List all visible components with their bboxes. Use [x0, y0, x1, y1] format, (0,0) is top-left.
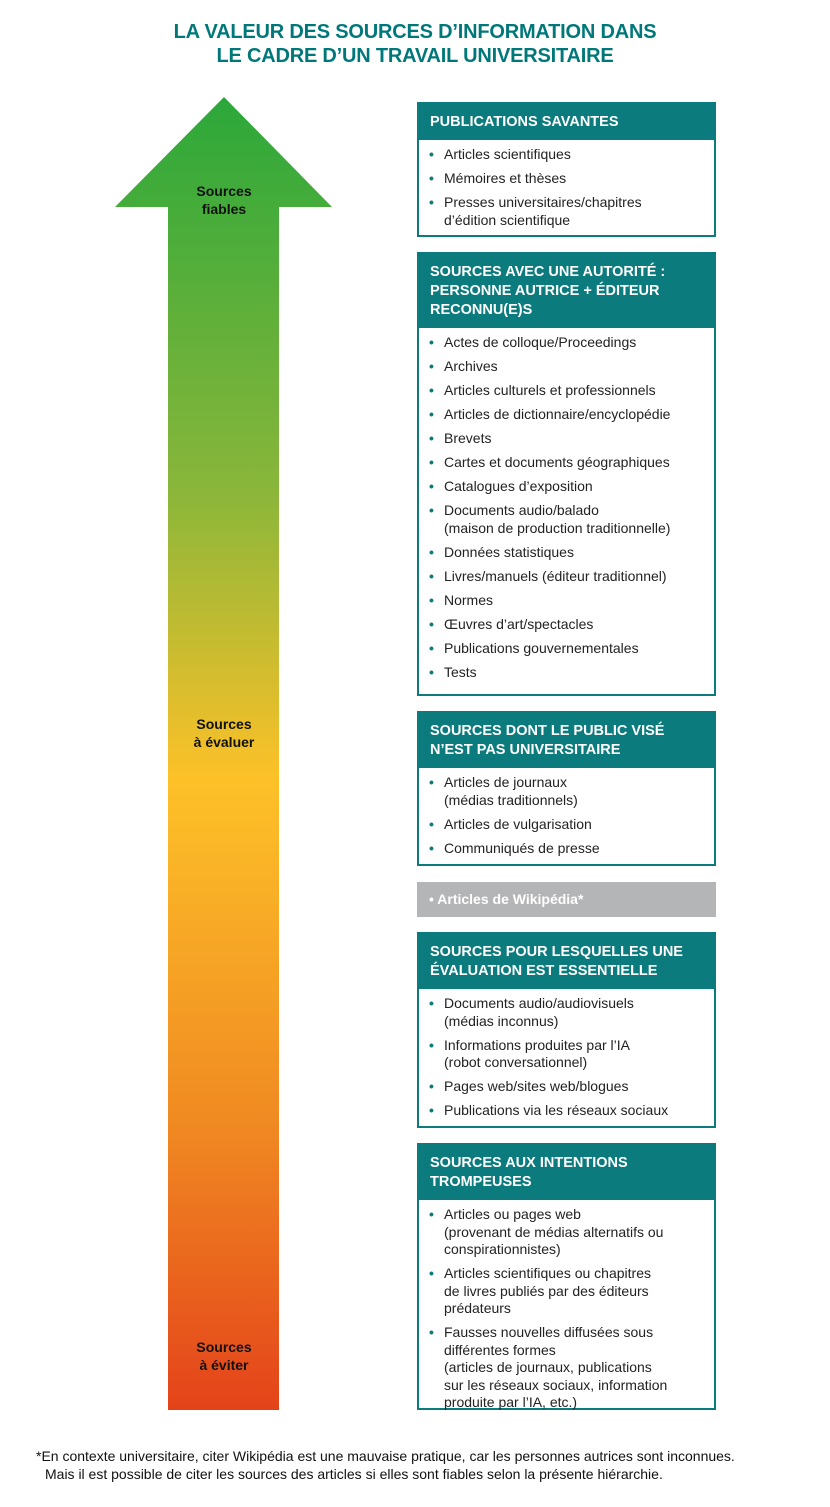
list-item-line: (articles de journaux, publications [444, 1359, 652, 1375]
box-authority-sources [417, 252, 716, 696]
title-line-1: LA VALEUR DES SOURCES D’INFORMATION DANS [173, 21, 657, 43]
box-item-list [419, 1200, 714, 1421]
list-item [429, 478, 706, 496]
list-item-line: • Articles scientifiques [444, 146, 571, 162]
footnote-line-1: *En contexte universitaire, citer Wikipédia est une mauvaise pratique, car les personnes autrices sont inconnues. [36, 1448, 735, 1464]
list-item [429, 1206, 706, 1259]
arrow-label-evaluate: Sources à évaluer [193, 716, 255, 750]
box-item-list [419, 768, 714, 867]
list-item-line: • Articles culturels et professionnels [444, 382, 656, 398]
list-item [429, 194, 706, 229]
list-item-line: prédateurs [444, 1300, 511, 1316]
list-item-line: différentes formes [444, 1341, 556, 1358]
box-evaluation-essential [417, 932, 716, 1128]
list-item-line: • Pages web/sites web/blogues [444, 1078, 629, 1094]
list-item-line: (médias traditionnels) [444, 791, 578, 808]
list-item-line: • Brevets [444, 430, 492, 446]
list-item-line: (provenant de médias alternatifs ou [444, 1223, 664, 1240]
box-scholarly-publications [417, 102, 716, 237]
list-item-line: • Tests [444, 663, 477, 680]
list-item [429, 544, 706, 562]
wikipedia-box: • Articles de Wikipédia* [417, 882, 716, 917]
list-item [429, 146, 706, 164]
list-item [429, 502, 706, 537]
list-item-line: • Articles ou pages web [444, 1206, 581, 1222]
box-misleading-sources [417, 1143, 716, 1410]
list-item [429, 568, 706, 586]
box-heading-line: PUBLICATIONS SAVANTES [430, 114, 619, 130]
box-heading-line: SOURCES AVEC UNE AUTORITÉ : [430, 264, 666, 280]
list-item [429, 1078, 706, 1096]
box-heading [419, 1145, 714, 1200]
list-item-line: • Œuvres d’art/spectacles [444, 615, 594, 632]
list-item-line: • Articles de vulgarisation [444, 815, 592, 832]
list-item [429, 1102, 706, 1120]
list-item [429, 774, 706, 809]
list-item [429, 995, 706, 1030]
box-heading-line: PERSONNE AUTRICE + ÉDITEUR [430, 283, 660, 299]
list-item-line: • Articles de journaux [444, 774, 567, 790]
list-item-line: • Actes de colloque/Proceedings [444, 334, 637, 350]
box-heading [419, 934, 714, 989]
list-item-line: conspirationnistes) [444, 1241, 561, 1257]
list-item [429, 592, 706, 610]
list-item-line: • Publications gouvernementales [444, 639, 639, 656]
list-item-line: • Articles de dictionnaire/encyclopédie [444, 406, 671, 422]
list-item-line: • Fausses nouvelles diffusées sous [444, 1324, 654, 1340]
list-item [429, 816, 706, 834]
list-item-line: • Documents audio/balado [444, 502, 599, 518]
box-heading [419, 254, 714, 328]
list-item-line: • Articles scientifiques ou chapitres [444, 1265, 651, 1281]
list-item [429, 454, 706, 472]
list-item [429, 170, 706, 188]
list-item-line: • Mémoires et thèses [444, 170, 567, 186]
list-item-line: d’édition scientifique [444, 211, 571, 228]
list-item-line: • Presses universitaires/chapitres [444, 194, 642, 210]
list-item [429, 664, 706, 682]
list-item-line: • Informations produites par l’IA [444, 1036, 630, 1053]
list-item-line: (médias inconnus) [444, 1012, 559, 1029]
box-heading [419, 104, 714, 140]
list-item-line: (robot conversationnel) [444, 1054, 588, 1070]
list-item [429, 1324, 706, 1412]
list-item [429, 616, 706, 634]
list-item [429, 334, 706, 352]
box-heading-line: N’EST PAS UNIVERSITAIRE [430, 742, 621, 758]
list-item [429, 382, 706, 400]
list-item [429, 640, 706, 658]
list-item [429, 406, 706, 424]
list-item-line: • Catalogues d’exposition [444, 478, 593, 494]
box-heading-line: RECONNU(E)S [430, 302, 533, 318]
list-item [429, 1265, 706, 1318]
box-non-academic-public [417, 711, 716, 866]
list-item [429, 358, 706, 376]
list-item-line: • Communiqués de presse [444, 839, 600, 856]
list-item-line: • Données statistiques [444, 543, 574, 560]
box-heading-line: ÉVALUATION EST ESSENTIELLE [430, 963, 658, 979]
list-item-line: • Documents audio/audiovisuels [444, 995, 634, 1011]
box-item-list [419, 140, 714, 239]
list-item-line: • Publications via les réseaux sociaux [444, 1102, 669, 1118]
list-item-line: (maison de production traditionnelle) [444, 519, 671, 536]
box-item-list [419, 989, 714, 1129]
list-item-line: • Cartes et documents géographiques [444, 454, 670, 470]
list-item [429, 840, 706, 858]
arrow-label-reliable: Sources fiables [196, 183, 252, 217]
box-heading-line: TROMPEUSES [430, 1174, 532, 1190]
list-item-line: • Normes [444, 591, 494, 608]
box-item-list [419, 328, 714, 691]
footnote [36, 1447, 816, 1483]
list-item-line: de livres publiés par des éditeurs [444, 1282, 649, 1299]
footnote-line-2: Mais il est possible de citer les sources des articles si elles sont fiables selon la présente hiérarchie. [45, 1466, 663, 1482]
list-item-line: sur les réseaux sociaux, information [444, 1376, 668, 1393]
box-heading-line: SOURCES AUX INTENTIONS [430, 1155, 628, 1171]
box-heading-line: SOURCES POUR LESQUELLES UNE [430, 944, 683, 960]
box-heading-line: SOURCES DONT LE PUBLIC VISÉ [430, 723, 665, 739]
box-heading [419, 713, 714, 768]
list-item-line: • Livres/manuels (éditeur traditionnel) [444, 567, 667, 584]
list-item-line: produite par l’IA, etc.) [444, 1394, 578, 1410]
list-item [429, 430, 706, 448]
arrow-shape [115, 97, 332, 1410]
arrow-label-avoid: Sources à éviter [196, 1339, 252, 1373]
list-item-line: • Archives [444, 358, 498, 374]
title-line-2: LE CADRE D’UN TRAVAIL UNIVERSITAIRE [216, 45, 614, 67]
list-item [429, 1037, 706, 1072]
